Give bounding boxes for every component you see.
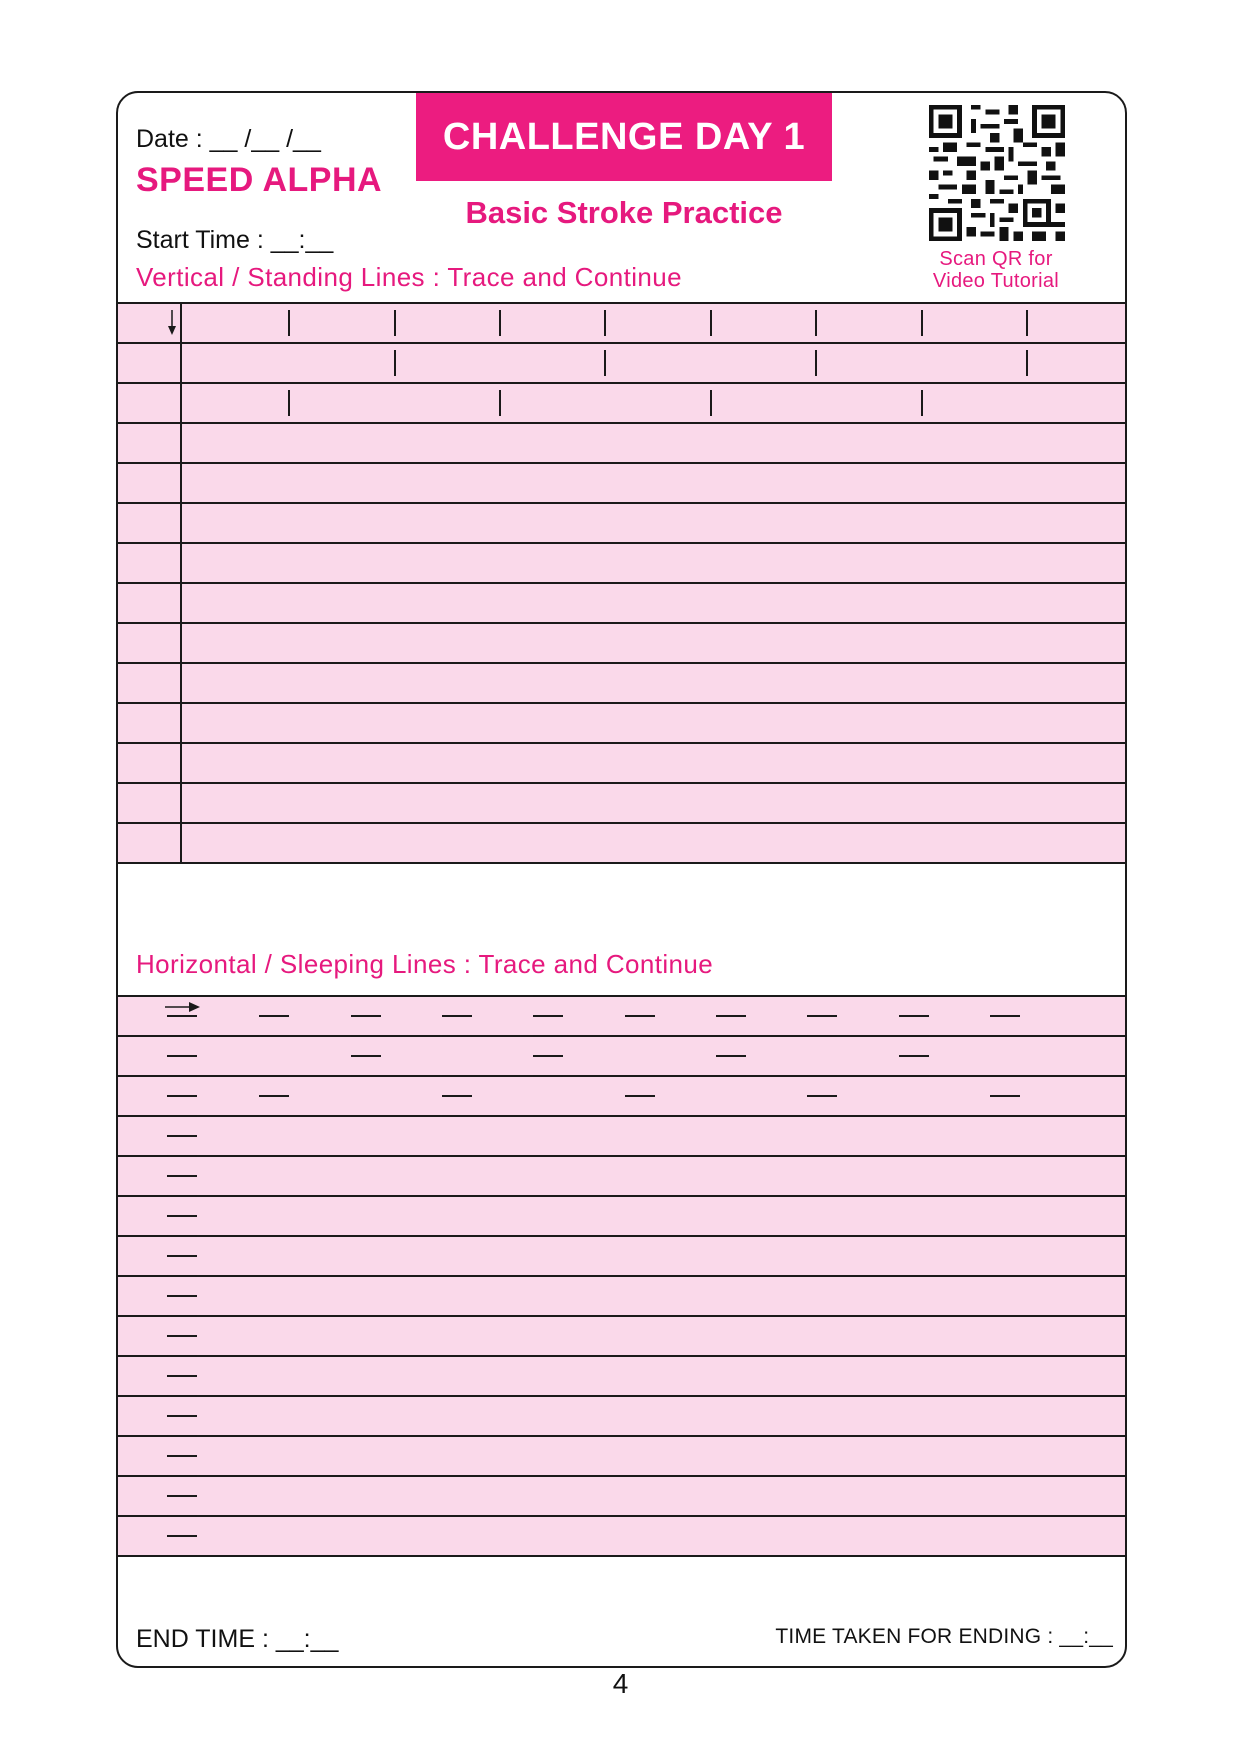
horizontal-stroke <box>716 1015 746 1017</box>
practice-row[interactable] <box>118 1515 1125 1557</box>
horizontal-stroke <box>167 1375 197 1377</box>
qr-caption-line1: Scan QR for <box>939 248 1053 270</box>
horizontal-stroke <box>351 1055 381 1057</box>
vertical-stroke <box>180 470 182 496</box>
tracing-row[interactable] <box>118 995 1125 1035</box>
qr-code-icon[interactable] <box>929 105 1065 241</box>
horizontal-stroke <box>167 1095 197 1097</box>
worksheet-frame <box>116 91 1127 1668</box>
margin-line <box>180 384 182 422</box>
practice-row[interactable] <box>118 1235 1125 1275</box>
tracing-row[interactable] <box>118 1075 1125 1115</box>
practice-row[interactable] <box>118 1475 1125 1515</box>
horizontal-stroke <box>167 1415 197 1417</box>
horizontal-stroke <box>167 1215 197 1217</box>
horizontal-stroke <box>167 1175 197 1177</box>
vertical-stroke <box>180 550 182 576</box>
horizontal-stroke <box>167 1055 197 1057</box>
vertical-practice-grid <box>118 302 1125 864</box>
horizontal-stroke <box>625 1015 655 1017</box>
vertical-stroke <box>921 390 923 416</box>
practice-row[interactable] <box>118 622 1125 662</box>
practice-row[interactable] <box>118 502 1125 542</box>
margin-line <box>180 304 182 342</box>
vertical-stroke <box>180 750 182 776</box>
vertical-section-title: Vertical / Standing Lines : Trace and Continue <box>136 262 682 292</box>
horizontal-stroke <box>167 1015 197 1017</box>
horizontal-stroke <box>442 1015 472 1017</box>
qr-caption-line2: Video Tutorial <box>932 270 1060 292</box>
qr-caption <box>916 248 1076 292</box>
vertical-stroke <box>604 310 606 336</box>
practice-row[interactable] <box>118 742 1125 782</box>
practice-row[interactable] <box>118 462 1125 502</box>
tracing-row[interactable] <box>118 1035 1125 1075</box>
vertical-stroke <box>288 310 290 336</box>
tracing-row[interactable] <box>118 342 1125 382</box>
horizontal-section-title: Horizontal / Sleeping Lines : Trace and Continue <box>136 949 714 979</box>
vertical-stroke <box>394 350 396 376</box>
practice-row[interactable] <box>118 702 1125 742</box>
practice-row[interactable] <box>118 1115 1125 1155</box>
tracing-row[interactable] <box>118 382 1125 422</box>
horizontal-stroke <box>990 1015 1020 1017</box>
vertical-stroke <box>288 390 290 416</box>
practice-row[interactable] <box>118 542 1125 582</box>
margin-line <box>180 344 182 382</box>
horizontal-stroke <box>533 1055 563 1057</box>
horizontal-stroke <box>807 1015 837 1017</box>
horizontal-stroke <box>259 1095 289 1097</box>
practice-row[interactable] <box>118 782 1125 822</box>
date-field: Date : __ /__ /__ <box>136 125 321 153</box>
vertical-stroke <box>499 390 501 416</box>
horizontal-stroke <box>442 1095 472 1097</box>
challenge-banner <box>416 93 832 181</box>
vertical-stroke <box>180 830 182 856</box>
vertical-stroke <box>180 670 182 696</box>
horizontal-stroke <box>259 1015 289 1017</box>
vertical-stroke <box>180 710 182 736</box>
vertical-stroke <box>180 590 182 616</box>
vertical-stroke <box>180 510 182 536</box>
practice-row[interactable] <box>118 1395 1125 1435</box>
vertical-stroke <box>394 310 396 336</box>
horizontal-stroke <box>990 1095 1020 1097</box>
horizontal-stroke <box>167 1335 197 1337</box>
horizontal-stroke <box>167 1255 197 1257</box>
horizontal-stroke <box>625 1095 655 1097</box>
down-arrow-icon <box>167 310 177 336</box>
vertical-stroke <box>1026 350 1028 376</box>
tracing-row[interactable] <box>118 302 1125 342</box>
practice-row[interactable] <box>118 1315 1125 1355</box>
horizontal-stroke <box>167 1295 197 1297</box>
practice-row[interactable] <box>118 582 1125 622</box>
horizontal-stroke <box>533 1015 563 1017</box>
brand-title: SPEED ALPHA <box>136 161 383 199</box>
horizontal-stroke <box>167 1455 197 1457</box>
practice-row[interactable] <box>118 1155 1125 1195</box>
horizontal-stroke <box>807 1095 837 1097</box>
vertical-stroke <box>604 350 606 376</box>
horizontal-stroke <box>167 1535 197 1537</box>
practice-row[interactable] <box>118 1195 1125 1235</box>
vertical-stroke <box>499 310 501 336</box>
practice-row[interactable] <box>118 1355 1125 1395</box>
practice-row[interactable] <box>118 822 1125 864</box>
right-arrow-icon <box>165 1000 201 1014</box>
challenge-banner-label: CHALLENGE DAY 1 <box>442 115 806 158</box>
vertical-stroke <box>710 390 712 416</box>
vertical-stroke <box>815 350 817 376</box>
horizontal-stroke <box>899 1055 929 1057</box>
vertical-stroke <box>921 310 923 336</box>
vertical-stroke <box>815 310 817 336</box>
start-time-field: Start Time : __:__ <box>136 226 334 254</box>
horizontal-stroke <box>167 1495 197 1497</box>
vertical-stroke <box>1026 310 1028 336</box>
end-time-field: END TIME : __:__ <box>136 1625 339 1653</box>
practice-row[interactable] <box>118 662 1125 702</box>
vertical-stroke <box>180 430 182 456</box>
time-taken-field: TIME TAKEN FOR ENDING : __:__ <box>775 1625 1113 1648</box>
vertical-stroke <box>710 310 712 336</box>
horizontal-stroke <box>167 1135 197 1137</box>
horizontal-stroke <box>716 1055 746 1057</box>
worksheet-subtitle: Basic Stroke Practice <box>465 195 783 230</box>
horizontal-stroke <box>899 1015 929 1017</box>
page-number: 4 <box>612 1668 629 1699</box>
practice-row[interactable] <box>118 1435 1125 1475</box>
horizontal-stroke <box>351 1015 381 1017</box>
practice-row[interactable] <box>118 1275 1125 1315</box>
vertical-stroke <box>180 630 182 656</box>
practice-row[interactable] <box>118 422 1125 462</box>
vertical-stroke <box>180 790 182 816</box>
horizontal-practice-grid <box>118 995 1125 1557</box>
